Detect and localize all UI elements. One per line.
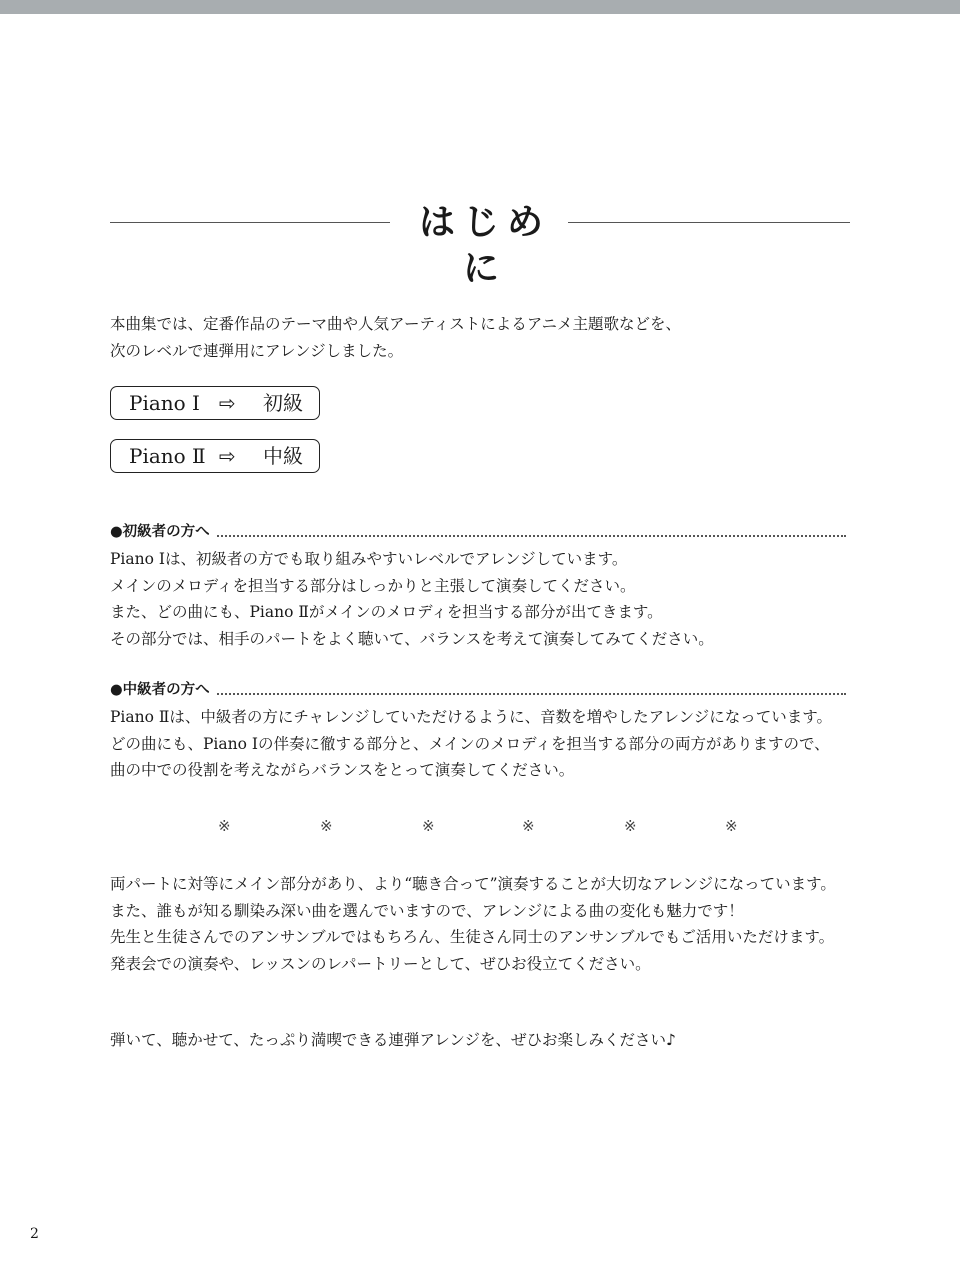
separator-mark: ※ xyxy=(218,817,231,835)
intermediate-heading: ●中級者の方へ xyxy=(110,680,216,700)
intermediate-line: Piano Ⅱは、中級者の方にチャレンジしていただけるように、音数を増やしたアレンジになっています。 xyxy=(110,708,833,726)
beginner-heading: ●初級者の方へ xyxy=(110,522,216,542)
separator-mark: ※ xyxy=(725,817,738,835)
level-label: 初級 xyxy=(263,391,303,415)
title-rule-right xyxy=(568,222,850,223)
arrow-right-icon: ⇨ xyxy=(219,444,236,468)
beginner-line: その部分では、相手のパートをよく聴いて、バランスを考えて演奏してみてください。 xyxy=(110,629,714,648)
intro-line: 次のレベルで連弾用にアレンジしました。 xyxy=(110,341,404,360)
dotted-leader xyxy=(110,535,846,537)
level-part-label: Piano Ⅱ xyxy=(129,444,206,468)
intermediate-paragraph xyxy=(110,704,832,784)
level-label: 中級 xyxy=(263,444,303,468)
top-color-band xyxy=(0,0,960,14)
page-title-row xyxy=(110,198,850,289)
intro-paragraph xyxy=(110,311,681,364)
dotted-leader xyxy=(110,693,846,695)
final-line: 弾いて、聴かせて、たっぷり満喫できる連弾アレンジを、ぜひお楽しみください♪ xyxy=(110,1031,676,1049)
separator-marks xyxy=(0,817,960,837)
separator-mark: ※ xyxy=(422,817,435,835)
intermediate-line: 曲の中での役割を考えながらバランスをとって演奏してください。 xyxy=(110,761,575,779)
closing-paragraph xyxy=(110,871,836,977)
beginner-section-heading xyxy=(110,522,850,542)
level-box-piano-1 xyxy=(110,386,320,420)
level-part-label: Piano Ⅰ xyxy=(129,391,200,415)
title-rule-left xyxy=(110,222,390,223)
separator-mark: ※ xyxy=(320,817,333,835)
separator-mark: ※ xyxy=(624,817,637,835)
intermediate-section-heading xyxy=(110,680,850,700)
closing-line: 発表会での演奏や、レッスンのレパートリーとして、ぜひお役立てください。 xyxy=(110,954,651,973)
closing-line: 両パートに対等にメイン部分があり、より“聴き合って”演奏することが大切なアレンジになっています。 xyxy=(110,875,836,893)
beginner-line: メインのメロディを担当する部分はしっかりと主張して演奏してください。 xyxy=(110,576,636,595)
beginner-line: Piano Ⅰは、初級者の方でも取り組みやすいレベルでアレンジしています。 xyxy=(110,550,628,568)
intro-line: 本曲集では、定番作品のテーマ曲や人気アーティストによるアニメ主題歌などを、 xyxy=(110,315,682,333)
beginner-paragraph xyxy=(110,546,714,652)
closing-line: 先生と生徒さんでのアンサンブルではもちろん、生徒さん同士のアンサンブルでもご活用いただけます。 xyxy=(110,928,835,946)
separator-mark: ※ xyxy=(522,817,535,835)
intermediate-line: どの曲にも、Piano Ⅰの伴奏に徹する部分と、メインのメロディを担当する部分の両方がありますので、 xyxy=(110,734,830,753)
arrow-right-icon: ⇨ xyxy=(219,391,236,415)
closing-line: また、誰もが知る馴染み深い曲を選んでいますので、アレンジによる曲の変化も魅力です！ xyxy=(110,901,744,920)
page-number: 2 xyxy=(30,1226,39,1242)
page-title: はじめに xyxy=(418,202,551,289)
level-box-piano-2 xyxy=(110,439,320,473)
beginner-line: また、どの曲にも、Piano Ⅱがメインのメロディを担当する部分が出てきます。 xyxy=(110,603,663,621)
